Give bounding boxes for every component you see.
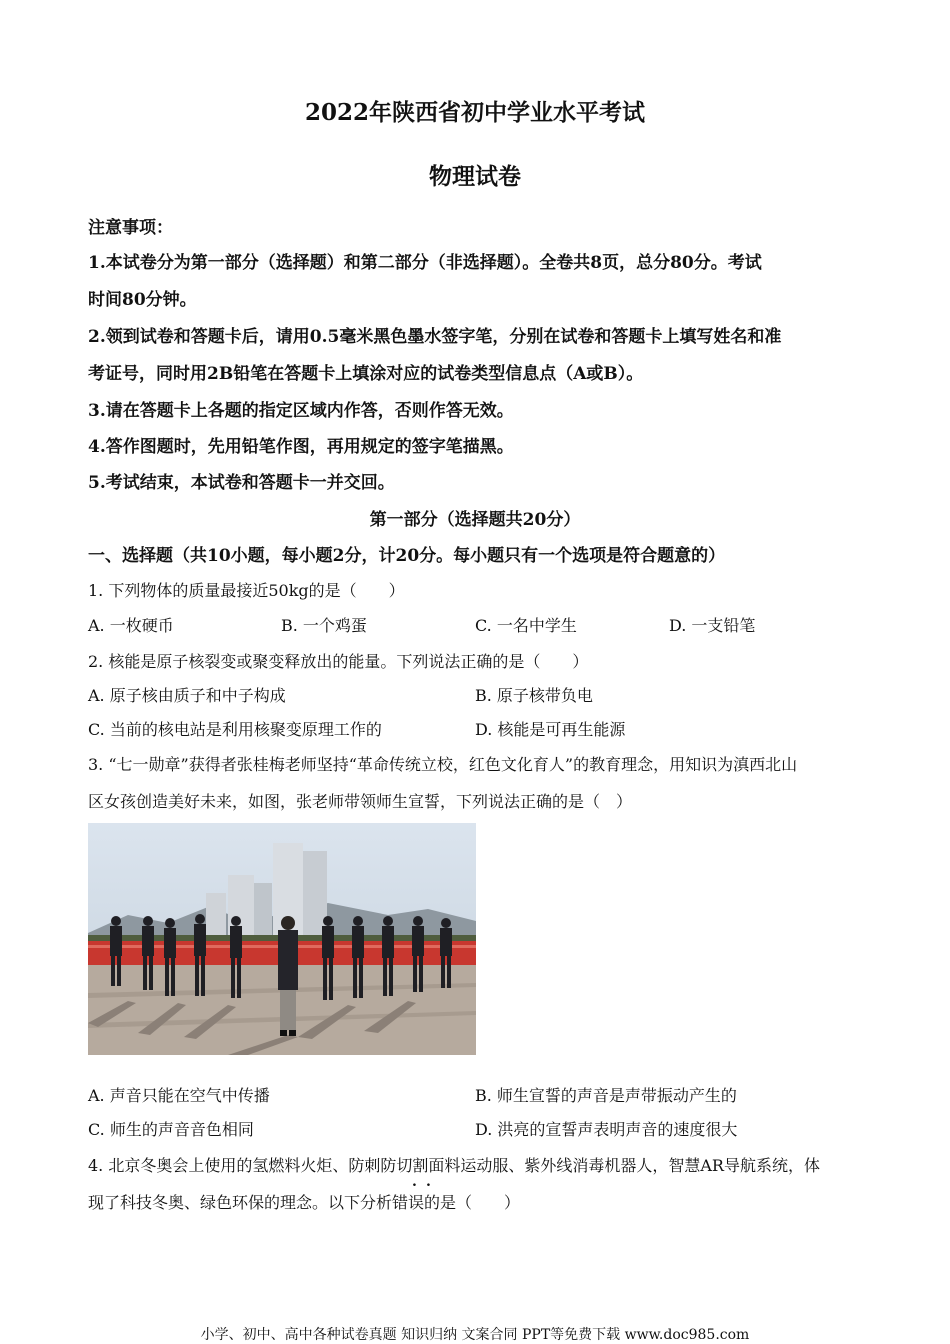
q1-option-b: B. 一个鸡蛋 — [281, 616, 367, 635]
note-line-7: 5.考试结束，本试卷和答题卡一并交回。 — [88, 473, 395, 493]
q3-option-c: C. 师生的声音音色相同 — [88, 1120, 254, 1139]
q4-stem-line-1: 4. 北京冬奥会上使用的氢燃料火炬、防刺防切割面料运动服、紫外线消毒机器人，智慧AR导航系统，体 — [88, 1156, 820, 1175]
note-line-6: 4.答作图题时，先用铅笔作图，再用规定的签字笔描黑。 — [88, 437, 514, 457]
q1-option-d: D. 一支铅笔 — [669, 616, 756, 635]
q2-option-d: D. 核能是可再生能源 — [475, 720, 626, 739]
q3-stem-line-2: 区女孩创造美好未来，如图，张老师带领师生宣誓，下列说法正确的是（ ） — [88, 792, 633, 811]
q3-option-d: D. 洪亮的宣誓声表明声音的速度很大 — [475, 1120, 738, 1139]
emphasis-dot: . — [426, 1174, 431, 1190]
q4-stem-line-2: 现了科技冬奥、绿色环保的理念。以下分析错误的是（ ） — [88, 1193, 521, 1212]
q3-option-a: A. 声音只能在空气中传播 — [88, 1086, 270, 1105]
oath-photo — [88, 823, 476, 1055]
note-line-3: 2.领到试卷和答题卡后，请用0.5毫米黑色墨水签字笔，分别在试卷和答题卡上填写姓名和准 — [88, 327, 782, 347]
notes-heading: 注意事项： — [88, 218, 173, 238]
q1-stem: 1. 下列物体的质量最接近50kg的是（ ） — [88, 581, 405, 600]
q1-option-c: C. 一名中学生 — [475, 616, 577, 635]
page-footer: 小学、初中、高中各种试卷真题 知识归纳 文案合同 PPT等免费下载 www.doc985.com — [200, 1327, 750, 1343]
q2-option-c: C. 当前的核电站是利用核聚变原理工作的 — [88, 720, 382, 739]
note-line-2: 时间80分钟。 — [88, 290, 197, 310]
q2-option-b: B. 原子核带负电 — [475, 686, 593, 705]
q2-option-a: A. 原子核由质子和中子构成 — [88, 686, 286, 705]
exam-subtitle: 物理试卷 — [429, 163, 521, 190]
part1-title: 第一部分（选择题共20分） — [369, 510, 581, 530]
note-line-5: 3.请在答题卡上各题的指定区域内作答，否则作答无效。 — [88, 401, 514, 421]
note-line-1: 1.本试卷分为第一部分（选择题）和第二部分（非选择题）。全卷共8页，总分80分。考试 — [88, 253, 762, 273]
q2-stem: 2. 核能是原子核裂变或聚变释放出的能量。下列说法正确的是（ ） — [88, 652, 589, 671]
section-heading: 一、选择题（共10小题，每小题2分，计20分。每小题只有一个选项是符合题意的） — [88, 546, 726, 566]
q3-option-b: B. 师生宣誓的声音是声带振动产生的 — [475, 1086, 737, 1105]
note-line-4: 考证号，同时用2B铅笔在答题卡上填涂对应的试卷类型信息点（A或B）。 — [88, 364, 644, 384]
q1-option-a: A. 一枚硬币 — [88, 616, 174, 635]
exam-title: 2022年陕西省初中学业水平考试 — [304, 99, 645, 126]
q3-stem-line-1: 3. “七一勋章”获得者张桂梅老师坚持“革命传统立校，红色文化育人”的教育理念，用知识为滇西北山 — [88, 755, 798, 774]
emphasis-dot: . — [412, 1174, 417, 1190]
